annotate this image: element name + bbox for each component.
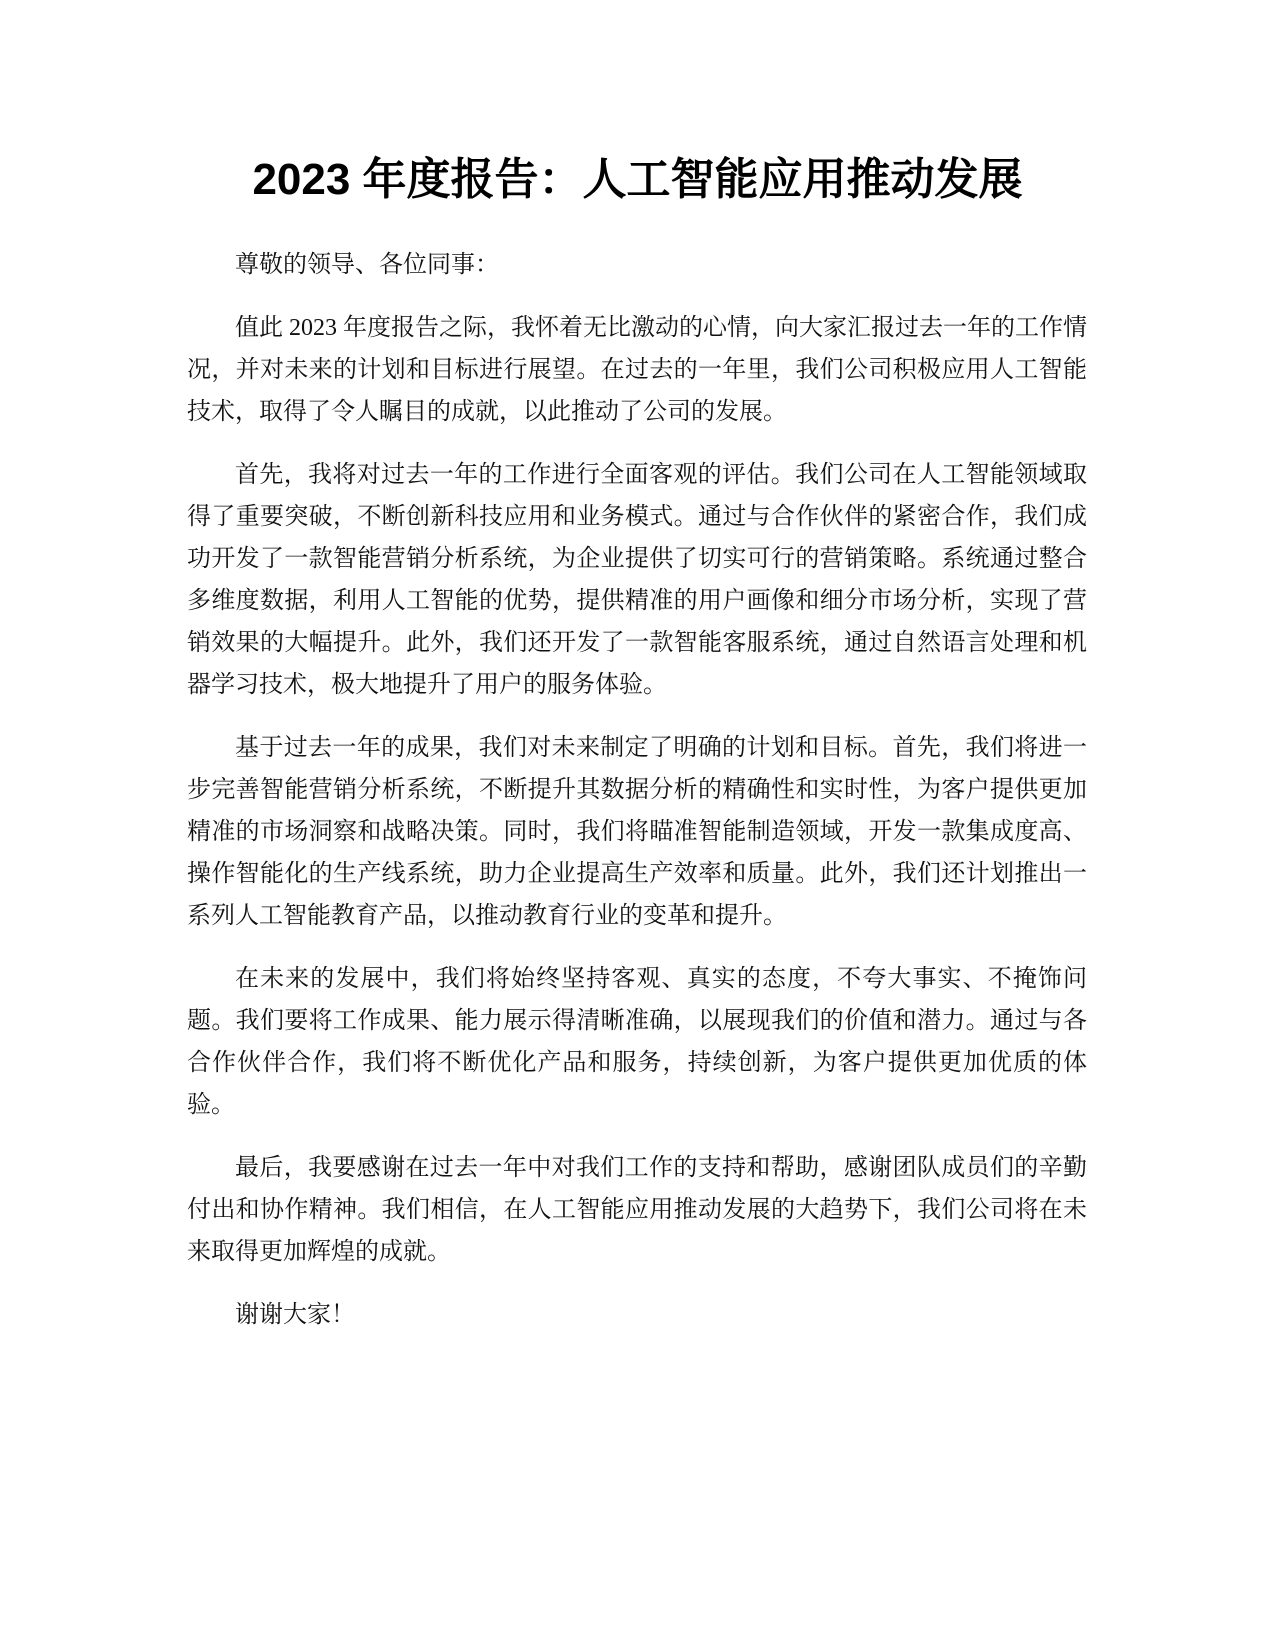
principle-paragraph: 在未来的发展中，我们将始终坚持客观、真实的态度，不夸大事实、不掩饰问题。我们要将工作成果、能力展示得清晰准确，以展现我们的价值和潜力。通过与各合作伙伴合作，我们将不断优化产品和服务，持续创新，为客户提供更加优质的体验。 — [187, 966, 1087, 1118]
review-paragraph: 首先，我将对过去一年的工作进行全面客观的评估。我们公司在人工智能领域取得了重要突破，不断创新科技应用和业务模式。通过与合作伙伴的紧密合作，我们成功开发了一款智能营销分析系统，为企业提供了切实可行的营销策略。系统通过整合多维度数据，利用人工智能的优势，提供精准的用户画像和细分市场分析，实现了营销效果的大幅提升。此外，我们还开发了一款智能客服系统，通过自然语言处理和机器学习技术，极大地提升了用户的服务体验。 — [187, 462, 1087, 698]
thanks-paragraph: 最后，我要感谢在过去一年中对我们工作的支持和帮助，感谢团队成员们的辛勤付出和协作精神。我们相信，在人工智能应用推动发展的大趋势下，我们公司将在未来取得更加辉煌的成就。 — [187, 1155, 1087, 1265]
document-title: 2023 年度报告：人工智能应用推动发展 — [252, 155, 1023, 204]
intro-paragraph: 值此 2023 年度报告之际，我怀着无比激动的心情，向大家汇报过去一年的工作情况，并对未来的计划和目标进行展望。在过去的一年里，我们公司积极应用人工智能技术，取得了令人瞩目的成就，以此推动了公司的发展。 — [187, 315, 1087, 425]
document-body — [187, 244, 1087, 1357]
closing-paragraph: 谢谢大家！ — [235, 1302, 355, 1328]
plan-paragraph: 基于过去一年的成果，我们对未来制定了明确的计划和目标。首先，我们将进一步完善智能营销分析系统，不断提升其数据分析的精确性和实时性，为客户提供更加精准的市场洞察和战略决策。同时，我们将瞄准智能制造领域，开发一款集成度高、操作智能化的生产线系统，助力企业提高生产效率和质量。此外，我们还计划推出一系列人工智能教育产品，以推动教育行业的变革和提升。 — [187, 735, 1087, 929]
greeting-paragraph: 尊敬的领导、各位同事： — [235, 252, 499, 278]
